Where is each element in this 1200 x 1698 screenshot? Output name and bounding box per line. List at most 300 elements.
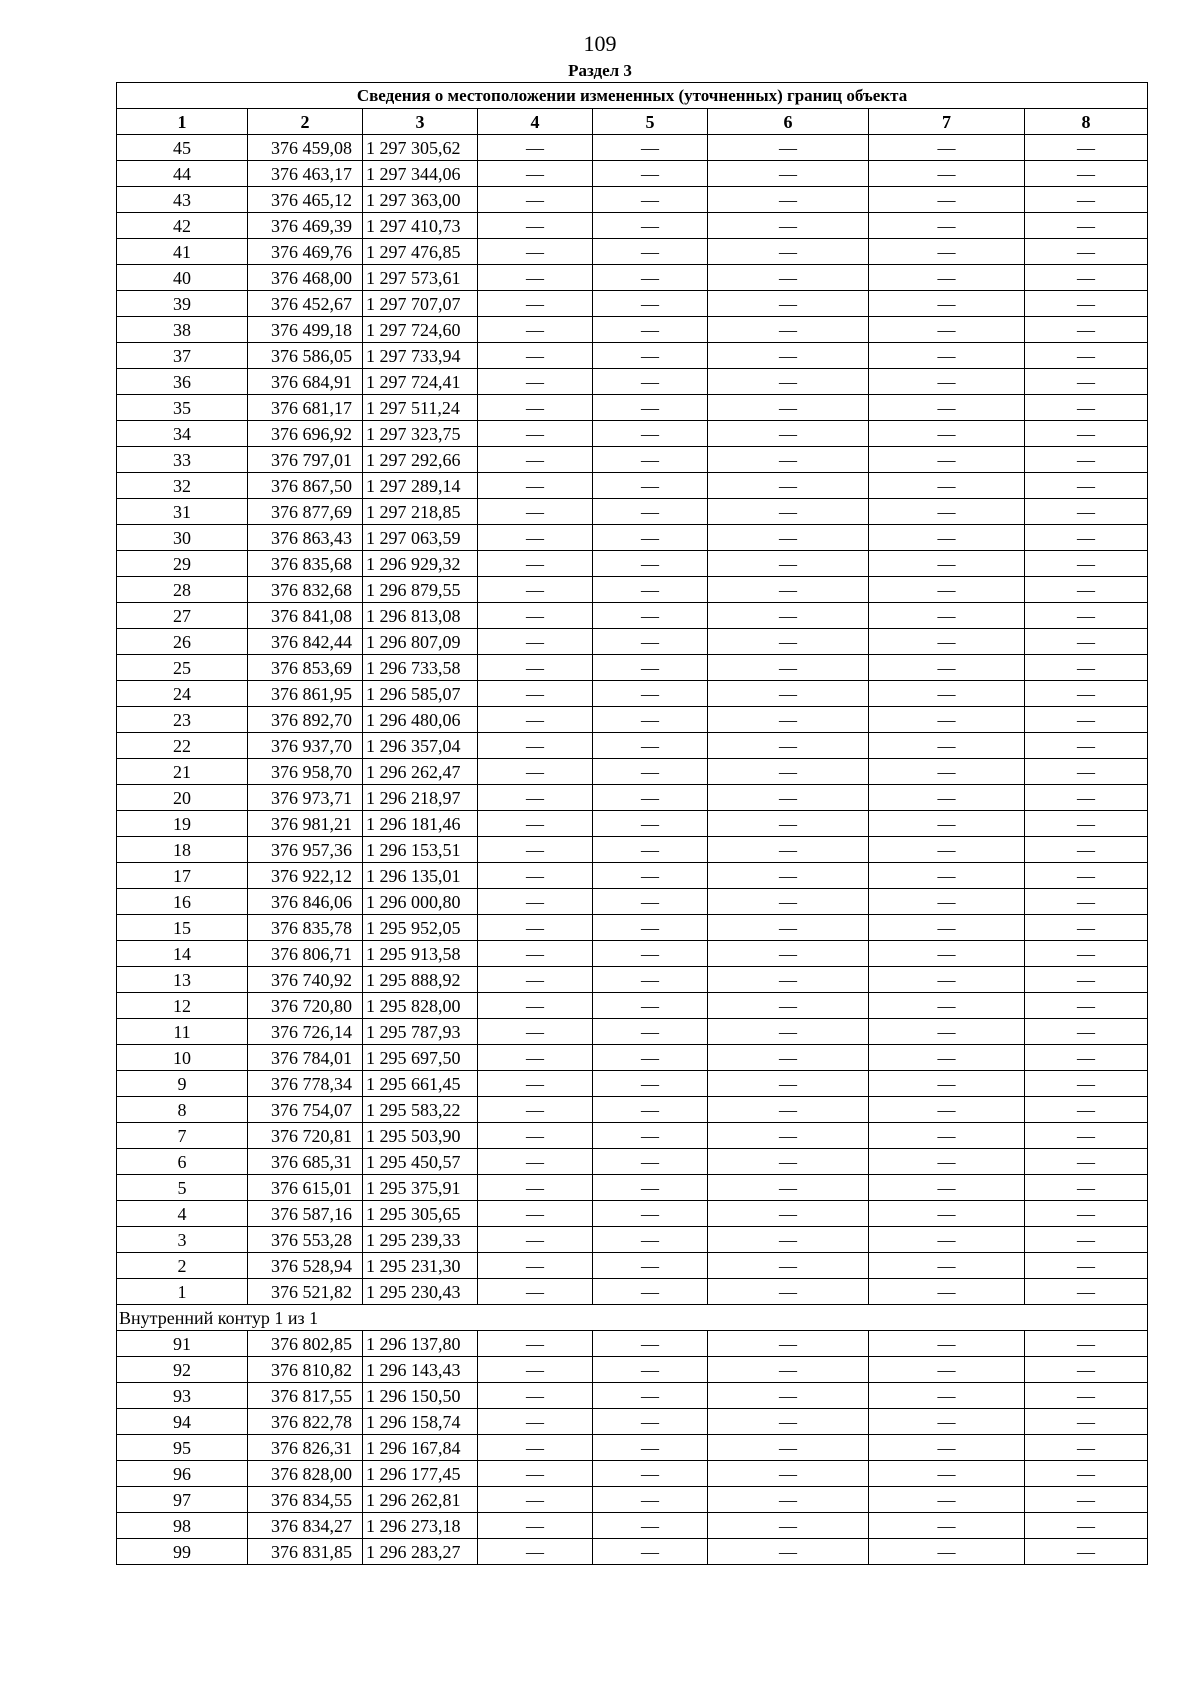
empty-value-cell: — bbox=[708, 473, 869, 499]
empty-value-cell: — bbox=[478, 655, 593, 681]
empty-value-cell: — bbox=[708, 1201, 869, 1227]
empty-value-cell: — bbox=[593, 395, 708, 421]
coordinate-x-cell: 376 681,17 bbox=[248, 395, 363, 421]
empty-value-cell: — bbox=[869, 915, 1025, 941]
coordinate-y-cell: 1 297 292,66 bbox=[363, 447, 478, 473]
point-number-cell: 19 bbox=[117, 811, 248, 837]
empty-value-cell: — bbox=[1025, 239, 1148, 265]
inner-contour-label: Внутренний контур 1 из 1 bbox=[117, 1305, 1148, 1331]
table-row bbox=[117, 889, 1148, 915]
empty-value-cell: — bbox=[478, 681, 593, 707]
empty-value-cell: — bbox=[593, 1331, 708, 1357]
empty-value-cell: — bbox=[478, 577, 593, 603]
empty-value-cell: — bbox=[478, 863, 593, 889]
empty-value-cell: — bbox=[708, 1435, 869, 1461]
empty-value-cell: — bbox=[869, 993, 1025, 1019]
empty-value-cell: — bbox=[1025, 1123, 1148, 1149]
column-header-8: 8 bbox=[1025, 109, 1148, 135]
empty-value-cell: — bbox=[478, 499, 593, 525]
empty-value-cell: — bbox=[593, 1201, 708, 1227]
empty-value-cell: — bbox=[593, 291, 708, 317]
empty-value-cell: — bbox=[869, 1227, 1025, 1253]
empty-value-cell: — bbox=[708, 811, 869, 837]
coordinate-y-cell: 1 295 952,05 bbox=[363, 915, 478, 941]
empty-value-cell: — bbox=[1025, 213, 1148, 239]
table-row bbox=[117, 1019, 1148, 1045]
empty-value-cell: — bbox=[869, 473, 1025, 499]
empty-value-cell: — bbox=[478, 239, 593, 265]
empty-value-cell: — bbox=[478, 785, 593, 811]
boundary-coordinates-table bbox=[116, 82, 1148, 1565]
empty-value-cell: — bbox=[869, 603, 1025, 629]
table-row bbox=[117, 655, 1148, 681]
table-row bbox=[117, 369, 1148, 395]
point-number-cell: 13 bbox=[117, 967, 248, 993]
coordinate-y-cell: 1 297 344,06 bbox=[363, 161, 478, 187]
empty-value-cell: — bbox=[708, 1409, 869, 1435]
empty-value-cell: — bbox=[708, 967, 869, 993]
coordinate-x-cell: 376 754,07 bbox=[248, 1097, 363, 1123]
point-number-cell: 42 bbox=[117, 213, 248, 239]
empty-value-cell: — bbox=[478, 395, 593, 421]
coordinate-y-cell: 1 295 787,93 bbox=[363, 1019, 478, 1045]
empty-value-cell: — bbox=[708, 681, 869, 707]
empty-value-cell: — bbox=[593, 1487, 708, 1513]
coordinate-y-cell: 1 296 218,97 bbox=[363, 785, 478, 811]
empty-value-cell: — bbox=[593, 551, 708, 577]
empty-value-cell: — bbox=[1025, 1279, 1148, 1305]
coordinate-y-cell: 1 295 697,50 bbox=[363, 1045, 478, 1071]
point-number-cell: 5 bbox=[117, 1175, 248, 1201]
empty-value-cell: — bbox=[1025, 603, 1148, 629]
point-number-cell: 98 bbox=[117, 1513, 248, 1539]
empty-value-cell: — bbox=[478, 1383, 593, 1409]
empty-value-cell: — bbox=[478, 187, 593, 213]
empty-value-cell: — bbox=[1025, 889, 1148, 915]
coordinate-x-cell: 376 863,43 bbox=[248, 525, 363, 551]
point-number-cell: 45 bbox=[117, 135, 248, 161]
coordinate-x-cell: 376 586,05 bbox=[248, 343, 363, 369]
column-header-1: 1 bbox=[117, 109, 248, 135]
empty-value-cell: — bbox=[1025, 291, 1148, 317]
empty-value-cell: — bbox=[478, 837, 593, 863]
empty-value-cell: — bbox=[593, 681, 708, 707]
empty-value-cell: — bbox=[478, 161, 593, 187]
coordinate-y-cell: 1 297 573,61 bbox=[363, 265, 478, 291]
section-title: Раздел 3 bbox=[568, 61, 632, 80]
empty-value-cell: — bbox=[708, 1461, 869, 1487]
empty-value-cell: — bbox=[869, 863, 1025, 889]
empty-value-cell: — bbox=[593, 837, 708, 863]
empty-value-cell: — bbox=[478, 941, 593, 967]
empty-value-cell: — bbox=[708, 837, 869, 863]
coordinate-x-cell: 376 720,80 bbox=[248, 993, 363, 1019]
empty-value-cell: — bbox=[708, 135, 869, 161]
point-number-cell: 35 bbox=[117, 395, 248, 421]
empty-value-cell: — bbox=[869, 499, 1025, 525]
point-number-cell: 93 bbox=[117, 1383, 248, 1409]
empty-value-cell: — bbox=[593, 655, 708, 681]
coordinate-y-cell: 1 295 305,65 bbox=[363, 1201, 478, 1227]
point-number-cell: 7 bbox=[117, 1123, 248, 1149]
empty-value-cell: — bbox=[1025, 1357, 1148, 1383]
coordinate-y-cell: 1 295 503,90 bbox=[363, 1123, 478, 1149]
point-number-cell: 92 bbox=[117, 1357, 248, 1383]
point-number-cell: 91 bbox=[117, 1331, 248, 1357]
point-number-cell: 97 bbox=[117, 1487, 248, 1513]
empty-value-cell: — bbox=[869, 1357, 1025, 1383]
empty-value-cell: — bbox=[478, 1253, 593, 1279]
coordinate-x-cell: 376 826,31 bbox=[248, 1435, 363, 1461]
coordinate-x-cell: 376 831,85 bbox=[248, 1539, 363, 1565]
coordinate-x-cell: 376 459,08 bbox=[248, 135, 363, 161]
coordinate-x-cell: 376 720,81 bbox=[248, 1123, 363, 1149]
empty-value-cell: — bbox=[708, 1227, 869, 1253]
empty-value-cell: — bbox=[708, 239, 869, 265]
coordinate-y-cell: 1 296 153,51 bbox=[363, 837, 478, 863]
empty-value-cell: — bbox=[869, 1539, 1025, 1565]
empty-value-cell: — bbox=[593, 1513, 708, 1539]
empty-value-cell: — bbox=[478, 213, 593, 239]
coordinate-x-cell: 376 528,94 bbox=[248, 1253, 363, 1279]
table-row bbox=[117, 135, 1148, 161]
empty-value-cell: — bbox=[478, 1357, 593, 1383]
coordinate-y-cell: 1 297 289,14 bbox=[363, 473, 478, 499]
table-row bbox=[117, 1279, 1148, 1305]
empty-value-cell: — bbox=[708, 889, 869, 915]
point-number-cell: 4 bbox=[117, 1201, 248, 1227]
empty-value-cell: — bbox=[1025, 1539, 1148, 1565]
table-row bbox=[117, 1409, 1148, 1435]
coordinate-y-cell: 1 296 733,58 bbox=[363, 655, 478, 681]
empty-value-cell: — bbox=[478, 1435, 593, 1461]
empty-value-cell: — bbox=[869, 1513, 1025, 1539]
empty-value-cell: — bbox=[869, 1409, 1025, 1435]
empty-value-cell: — bbox=[708, 291, 869, 317]
empty-value-cell: — bbox=[708, 863, 869, 889]
coordinate-x-cell: 376 817,55 bbox=[248, 1383, 363, 1409]
empty-value-cell: — bbox=[478, 1045, 593, 1071]
table-row bbox=[117, 1435, 1148, 1461]
coordinate-x-cell: 376 937,70 bbox=[248, 733, 363, 759]
empty-value-cell: — bbox=[593, 1409, 708, 1435]
table-row bbox=[117, 551, 1148, 577]
point-number-cell: 10 bbox=[117, 1045, 248, 1071]
coordinate-y-cell: 1 297 724,41 bbox=[363, 369, 478, 395]
point-number-cell: 27 bbox=[117, 603, 248, 629]
column-header-2: 2 bbox=[248, 109, 363, 135]
table-row bbox=[117, 187, 1148, 213]
empty-value-cell: — bbox=[708, 785, 869, 811]
table-caption: Сведения о местоположении измененных (уточненных) границ объекта bbox=[117, 83, 1148, 109]
coordinate-x-cell: 376 861,95 bbox=[248, 681, 363, 707]
coordinate-y-cell: 1 295 230,43 bbox=[363, 1279, 478, 1305]
point-number-cell: 9 bbox=[117, 1071, 248, 1097]
table-row bbox=[117, 577, 1148, 603]
coordinate-x-cell: 376 684,91 bbox=[248, 369, 363, 395]
coordinate-y-cell: 1 295 231,30 bbox=[363, 1253, 478, 1279]
point-number-cell: 37 bbox=[117, 343, 248, 369]
empty-value-cell: — bbox=[708, 1019, 869, 1045]
empty-value-cell: — bbox=[869, 1331, 1025, 1357]
point-number-cell: 11 bbox=[117, 1019, 248, 1045]
coordinate-y-cell: 1 296 807,09 bbox=[363, 629, 478, 655]
point-number-cell: 22 bbox=[117, 733, 248, 759]
empty-value-cell: — bbox=[593, 239, 708, 265]
table-row bbox=[117, 1253, 1148, 1279]
point-number-cell: 12 bbox=[117, 993, 248, 1019]
empty-value-cell: — bbox=[593, 629, 708, 655]
empty-value-cell: — bbox=[869, 629, 1025, 655]
empty-value-cell: — bbox=[869, 1435, 1025, 1461]
coordinate-y-cell: 1 295 375,91 bbox=[363, 1175, 478, 1201]
table-row bbox=[117, 1071, 1148, 1097]
coordinate-x-cell: 376 806,71 bbox=[248, 941, 363, 967]
table-row bbox=[117, 239, 1148, 265]
empty-value-cell: — bbox=[1025, 629, 1148, 655]
point-number-cell: 18 bbox=[117, 837, 248, 863]
table-row bbox=[117, 1461, 1148, 1487]
empty-value-cell: — bbox=[593, 317, 708, 343]
empty-value-cell: — bbox=[708, 1149, 869, 1175]
empty-value-cell: — bbox=[1025, 759, 1148, 785]
empty-value-cell: — bbox=[1025, 421, 1148, 447]
empty-value-cell: — bbox=[478, 915, 593, 941]
empty-value-cell: — bbox=[869, 837, 1025, 863]
coordinate-x-cell: 376 810,82 bbox=[248, 1357, 363, 1383]
empty-value-cell: — bbox=[869, 317, 1025, 343]
empty-value-cell: — bbox=[1025, 369, 1148, 395]
point-number-cell: 32 bbox=[117, 473, 248, 499]
empty-value-cell: — bbox=[478, 707, 593, 733]
table-row bbox=[117, 785, 1148, 811]
coordinate-x-cell: 376 835,68 bbox=[248, 551, 363, 577]
empty-value-cell: — bbox=[593, 1435, 708, 1461]
empty-value-cell: — bbox=[478, 1487, 593, 1513]
coordinate-x-cell: 376 922,12 bbox=[248, 863, 363, 889]
empty-value-cell: — bbox=[708, 1097, 869, 1123]
coordinate-x-cell: 376 465,12 bbox=[248, 187, 363, 213]
empty-value-cell: — bbox=[1025, 915, 1148, 941]
empty-value-cell: — bbox=[869, 1383, 1025, 1409]
empty-value-cell: — bbox=[593, 733, 708, 759]
coordinate-y-cell: 1 297 476,85 bbox=[363, 239, 478, 265]
table-row bbox=[117, 733, 1148, 759]
table-row bbox=[117, 213, 1148, 239]
empty-value-cell: — bbox=[593, 889, 708, 915]
table-row bbox=[117, 161, 1148, 187]
empty-value-cell: — bbox=[708, 655, 869, 681]
table-row bbox=[117, 1097, 1148, 1123]
point-number-cell: 30 bbox=[117, 525, 248, 551]
empty-value-cell: — bbox=[1025, 785, 1148, 811]
point-number-cell: 29 bbox=[117, 551, 248, 577]
table-row bbox=[117, 967, 1148, 993]
empty-value-cell: — bbox=[869, 941, 1025, 967]
coordinate-y-cell: 1 296 480,06 bbox=[363, 707, 478, 733]
column-header-row bbox=[117, 109, 1148, 135]
point-number-cell: 33 bbox=[117, 447, 248, 473]
empty-value-cell: — bbox=[869, 265, 1025, 291]
coordinate-x-cell: 376 696,92 bbox=[248, 421, 363, 447]
empty-value-cell: — bbox=[708, 1383, 869, 1409]
empty-value-cell: — bbox=[708, 1513, 869, 1539]
coordinate-x-cell: 376 842,44 bbox=[248, 629, 363, 655]
empty-value-cell: — bbox=[593, 473, 708, 499]
coordinate-y-cell: 1 296 585,07 bbox=[363, 681, 478, 707]
table-row bbox=[117, 1383, 1148, 1409]
empty-value-cell: — bbox=[593, 1461, 708, 1487]
empty-value-cell: — bbox=[593, 369, 708, 395]
coordinate-x-cell: 376 587,16 bbox=[248, 1201, 363, 1227]
empty-value-cell: — bbox=[593, 863, 708, 889]
empty-value-cell: — bbox=[593, 265, 708, 291]
point-number-cell: 17 bbox=[117, 863, 248, 889]
point-number-cell: 40 bbox=[117, 265, 248, 291]
empty-value-cell: — bbox=[1025, 395, 1148, 421]
empty-value-cell: — bbox=[478, 421, 593, 447]
coordinate-y-cell: 1 297 305,62 bbox=[363, 135, 478, 161]
empty-value-cell: — bbox=[869, 655, 1025, 681]
empty-value-cell: — bbox=[708, 707, 869, 733]
coordinate-y-cell: 1 297 707,07 bbox=[363, 291, 478, 317]
empty-value-cell: — bbox=[869, 1071, 1025, 1097]
empty-value-cell: — bbox=[708, 1175, 869, 1201]
coordinate-y-cell: 1 296 143,43 bbox=[363, 1357, 478, 1383]
empty-value-cell: — bbox=[478, 811, 593, 837]
empty-value-cell: — bbox=[593, 603, 708, 629]
empty-value-cell: — bbox=[869, 1045, 1025, 1071]
empty-value-cell: — bbox=[478, 1461, 593, 1487]
empty-value-cell: — bbox=[593, 161, 708, 187]
empty-value-cell: — bbox=[593, 447, 708, 473]
empty-value-cell: — bbox=[1025, 1019, 1148, 1045]
empty-value-cell: — bbox=[593, 577, 708, 603]
empty-value-cell: — bbox=[1025, 551, 1148, 577]
empty-value-cell: — bbox=[708, 993, 869, 1019]
empty-value-cell: — bbox=[478, 1071, 593, 1097]
coordinate-x-cell: 376 834,27 bbox=[248, 1513, 363, 1539]
point-number-cell: 28 bbox=[117, 577, 248, 603]
coordinate-y-cell: 1 296 262,81 bbox=[363, 1487, 478, 1513]
empty-value-cell: — bbox=[869, 239, 1025, 265]
empty-value-cell: — bbox=[1025, 187, 1148, 213]
coordinate-y-cell: 1 295 828,00 bbox=[363, 993, 478, 1019]
point-number-cell: 21 bbox=[117, 759, 248, 785]
empty-value-cell: — bbox=[708, 941, 869, 967]
table-row bbox=[117, 993, 1148, 1019]
empty-value-cell: — bbox=[708, 525, 869, 551]
empty-value-cell: — bbox=[593, 1149, 708, 1175]
empty-value-cell: — bbox=[593, 1071, 708, 1097]
table-row bbox=[117, 421, 1148, 447]
empty-value-cell: — bbox=[869, 161, 1025, 187]
empty-value-cell: — bbox=[708, 759, 869, 785]
empty-value-cell: — bbox=[478, 317, 593, 343]
table-row bbox=[117, 1513, 1148, 1539]
coordinate-x-cell: 376 867,50 bbox=[248, 473, 363, 499]
empty-value-cell: — bbox=[478, 1513, 593, 1539]
table-row bbox=[117, 1201, 1148, 1227]
empty-value-cell: — bbox=[1025, 655, 1148, 681]
coordinate-y-cell: 1 296 929,32 bbox=[363, 551, 478, 577]
table-row bbox=[117, 343, 1148, 369]
empty-value-cell: — bbox=[708, 733, 869, 759]
point-number-cell: 39 bbox=[117, 291, 248, 317]
empty-value-cell: — bbox=[478, 993, 593, 1019]
empty-value-cell: — bbox=[708, 421, 869, 447]
table-row bbox=[117, 681, 1148, 707]
table-row bbox=[117, 941, 1148, 967]
point-number-cell: 94 bbox=[117, 1409, 248, 1435]
coordinate-x-cell: 376 463,17 bbox=[248, 161, 363, 187]
empty-value-cell: — bbox=[708, 187, 869, 213]
empty-value-cell: — bbox=[1025, 941, 1148, 967]
coordinate-y-cell: 1 296 357,04 bbox=[363, 733, 478, 759]
empty-value-cell: — bbox=[593, 915, 708, 941]
empty-value-cell: — bbox=[593, 187, 708, 213]
empty-value-cell: — bbox=[869, 707, 1025, 733]
coordinate-y-cell: 1 295 450,57 bbox=[363, 1149, 478, 1175]
coordinate-x-cell: 376 797,01 bbox=[248, 447, 363, 473]
empty-value-cell: — bbox=[708, 629, 869, 655]
coordinate-x-cell: 376 834,55 bbox=[248, 1487, 363, 1513]
empty-value-cell: — bbox=[1025, 1409, 1148, 1435]
point-number-cell: 34 bbox=[117, 421, 248, 447]
empty-value-cell: — bbox=[708, 395, 869, 421]
empty-value-cell: — bbox=[869, 889, 1025, 915]
empty-value-cell: — bbox=[478, 447, 593, 473]
empty-value-cell: — bbox=[708, 1487, 869, 1513]
column-header-7: 7 bbox=[869, 109, 1025, 135]
empty-value-cell: — bbox=[869, 1279, 1025, 1305]
table-row bbox=[117, 499, 1148, 525]
empty-value-cell: — bbox=[478, 759, 593, 785]
point-number-cell: 15 bbox=[117, 915, 248, 941]
empty-value-cell: — bbox=[869, 1123, 1025, 1149]
coordinate-x-cell: 376 802,85 bbox=[248, 1331, 363, 1357]
table-row bbox=[117, 707, 1148, 733]
empty-value-cell: — bbox=[593, 213, 708, 239]
table-row bbox=[117, 863, 1148, 889]
table-row bbox=[117, 1331, 1148, 1357]
empty-value-cell: — bbox=[478, 889, 593, 915]
empty-value-cell: — bbox=[1025, 161, 1148, 187]
coordinate-y-cell: 1 296 262,47 bbox=[363, 759, 478, 785]
empty-value-cell: — bbox=[869, 577, 1025, 603]
coordinate-y-cell: 1 297 218,85 bbox=[363, 499, 478, 525]
coordinate-x-cell: 376 469,39 bbox=[248, 213, 363, 239]
point-number-cell: 24 bbox=[117, 681, 248, 707]
coordinate-x-cell: 376 553,28 bbox=[248, 1227, 363, 1253]
empty-value-cell: — bbox=[869, 369, 1025, 395]
empty-value-cell: — bbox=[593, 967, 708, 993]
empty-value-cell: — bbox=[1025, 1253, 1148, 1279]
coordinate-x-cell: 376 685,31 bbox=[248, 1149, 363, 1175]
table-row bbox=[117, 317, 1148, 343]
table-row bbox=[117, 629, 1148, 655]
empty-value-cell: — bbox=[593, 343, 708, 369]
empty-value-cell: — bbox=[869, 1097, 1025, 1123]
empty-value-cell: — bbox=[478, 135, 593, 161]
empty-value-cell: — bbox=[1025, 1201, 1148, 1227]
column-header-4: 4 bbox=[478, 109, 593, 135]
empty-value-cell: — bbox=[869, 967, 1025, 993]
point-number-cell: 26 bbox=[117, 629, 248, 655]
empty-value-cell: — bbox=[1025, 499, 1148, 525]
coordinate-y-cell: 1 295 583,22 bbox=[363, 1097, 478, 1123]
coordinate-y-cell: 1 297 724,60 bbox=[363, 317, 478, 343]
